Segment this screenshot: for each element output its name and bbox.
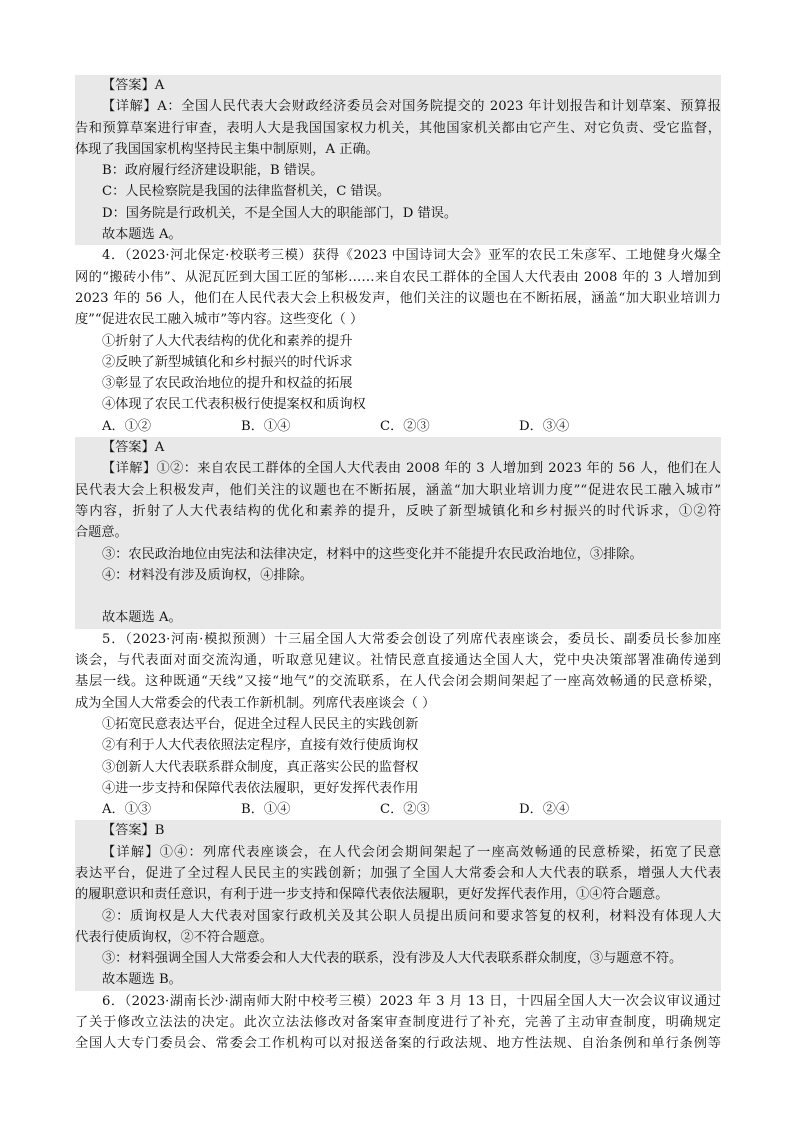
detail-line-c: C：人民检察院是我国的法律监督机关，C 错误。 bbox=[102, 184, 391, 200]
answer-label: 【答案】A bbox=[102, 440, 165, 456]
detail-line-3: ③：材料强调全国人大常委会和人大代表的联系，没有涉及人大代表联系群众制度，③与题意不符。 bbox=[102, 951, 683, 967]
detail-line: 【详解】①④：列席代表座谈会，在人代会闭会期间架起了一座高效畅通的民意桥梁，拓宽了民意 bbox=[102, 844, 721, 860]
question-stem: 基层一线。这种既通“天线”又接“地气”的交流联系，在人代会闭会期间架起了一座高效畅通的民意桥梁， bbox=[75, 674, 721, 690]
statement-item: ②反映了新型城镇化和乡村振兴的时代诉求 bbox=[102, 354, 353, 370]
statement-item: ④进一步支持和保障代表依法履职，更好发挥代表作用 bbox=[102, 780, 419, 796]
statement-item: ②有利于人大代表依照法定程序，直接有效行使质询权 bbox=[102, 738, 419, 754]
conclusion: 故本题选 A。 bbox=[102, 227, 182, 243]
option-c: C．②③ bbox=[380, 418, 430, 434]
statement-item: ①折射了人大代表结构的优化和素养的提升 bbox=[102, 333, 353, 349]
detail-line: 【详解】①②：来自农民工群体的全国人大代表由 2008 年的 3 人增加到 2023 年的 56 人，他们在人 bbox=[102, 461, 721, 477]
q4-answer-block bbox=[75, 437, 721, 629]
option-d: D．③④ bbox=[519, 418, 570, 434]
option-c: C．②③ bbox=[380, 802, 430, 818]
question-stem: 成为全国人大常委会的代表工作新机制。列席代表座谈会（ ） bbox=[75, 695, 436, 711]
statement-item: ③彰显了农民政治地位的提升和权益的拓展 bbox=[102, 376, 353, 392]
option-a: A．①③ bbox=[102, 802, 152, 818]
detail-line: 【详解】A：全国人民代表大会财政经济委员会对国务院提交的 2023 年计划报告和计划草案、预算报 bbox=[102, 99, 721, 115]
statement-item: ①拓宽民意表达平台，促进全过程人民民主的实践创新 bbox=[102, 716, 419, 732]
detail-line: 等内容，折射了人大代表结构的优化和素养的提升，反映了新型城镇化和乡村振兴的时代诉求，①②符 bbox=[75, 503, 721, 519]
option-b: B．①④ bbox=[241, 418, 291, 434]
option-b: B．①④ bbox=[241, 802, 291, 818]
detail-line-3: ③：农民政治地位由宪法和法律决定，材料中的这些变化并不能提升农民政治地位，③排除。 bbox=[102, 546, 643, 562]
question-5 bbox=[75, 629, 721, 821]
answer-label: 【答案】A bbox=[102, 78, 165, 93]
question-stem: 谈会，与代表面对面交流沟通，听取意见建议。社情民意直接通达全国人大，党中央决策部署准确传递到 bbox=[75, 653, 721, 669]
blank-line bbox=[75, 586, 721, 607]
question-stem: 网的“搬砖小伟”、从泥瓦匠到大国工匠的邹彬……来自农民工群体的全国人大代表由 2008 年的 3 人增加到 bbox=[75, 269, 721, 285]
detail-line-d: D：国务院是行政机关，不是全国人大的职能部门，D 错误。 bbox=[102, 205, 458, 221]
question-stem: 了关于修改立法法的决定。此次立法法修改对备案审查制度进行了补充，完善了主动审查制度，明确规定 bbox=[75, 1015, 721, 1031]
detail-line-4: ④：材料没有涉及质询权，④排除。 bbox=[102, 567, 313, 583]
q5-answer-block bbox=[75, 820, 721, 990]
question-stem: 全国人大专门委员会、常委会工作机构可以对报送备案的行政法规、地方性法规、自治条例和单行条例等 bbox=[75, 1036, 721, 1052]
option-d: D．②④ bbox=[519, 802, 570, 818]
detail-line-2: 代表行使质询权，②不符合题意。 bbox=[75, 929, 273, 945]
question-6 bbox=[75, 991, 721, 1055]
conclusion: 故本题选 B。 bbox=[102, 972, 182, 988]
detail-line-b: B：政府履行经济建设职能，B 错误。 bbox=[102, 163, 324, 179]
answer-options bbox=[75, 799, 721, 820]
detail-line-2: ②：质询权是人大代表对国家行政机关及其公职人员提出质问和要求答复的权利，材料没有体现人大 bbox=[102, 908, 721, 924]
page-content bbox=[75, 75, 721, 1055]
detail-line: 告和预算草案进行审查，表明人大是我国国家权力机关，其他国家机关都由它产生、对它负责、受它监督， bbox=[75, 120, 721, 136]
statement-item: ③创新人大代表联系群众制度，真正落实公民的监督权 bbox=[102, 759, 419, 775]
q3-answer-block bbox=[75, 75, 721, 245]
question-stem: 4．（2023·河北保定·校联考三模）获得《2023 中国诗词大会》亚军的农民工朱彦军、工地健身火爆全 bbox=[102, 248, 721, 264]
answer-label: 【答案】B bbox=[102, 823, 165, 839]
detail-line: 表达平台，促进了全过程人民民主的实践创新；加强了全国人大常委会和人大代表的联系，增强人大代表 bbox=[75, 865, 721, 881]
question-stem: 5．（2023·河南·模拟预测）十三届全国人大常委会创设了列席代表座谈会，委员长、副委员长参加座 bbox=[102, 631, 721, 647]
question-stem: 6．（2023·湖南长沙·湖南师大附中校考三模）2023 年 3 月 13 日，十四届全国人大一次会议审议通过 bbox=[102, 993, 721, 1009]
detail-line: 体现了我国国家机构坚持民主集中制原则，A 正确。 bbox=[75, 141, 379, 157]
conclusion: 故本题选 A。 bbox=[102, 610, 182, 626]
question-4 bbox=[75, 245, 721, 437]
question-stem: 2023 年的 56 人，他们在人民代表大会上积极发声，他们关注的议题也在不断拓展，涵盖“加大职业培训力 bbox=[75, 290, 721, 306]
detail-line: 的履职意识和责任意识，有利于进一步支持和保障代表依法履职，更好发挥代表作用，①④符合题意。 bbox=[75, 887, 669, 903]
statement-item: ④体现了农民工代表积极行使提案权和质询权 bbox=[102, 397, 366, 413]
question-stem: 度”“促进农民工融入城市”等内容。这些变化（ ） bbox=[75, 312, 364, 328]
option-a: A．①② bbox=[102, 418, 152, 434]
answer-options bbox=[75, 416, 721, 437]
detail-line: 民代表大会上积极发声，他们关注的议题也在不断拓展，涵盖“加大职业培训力度”“促进农民工融入城市” bbox=[75, 482, 721, 498]
detail-line: 合题意。 bbox=[75, 525, 128, 541]
